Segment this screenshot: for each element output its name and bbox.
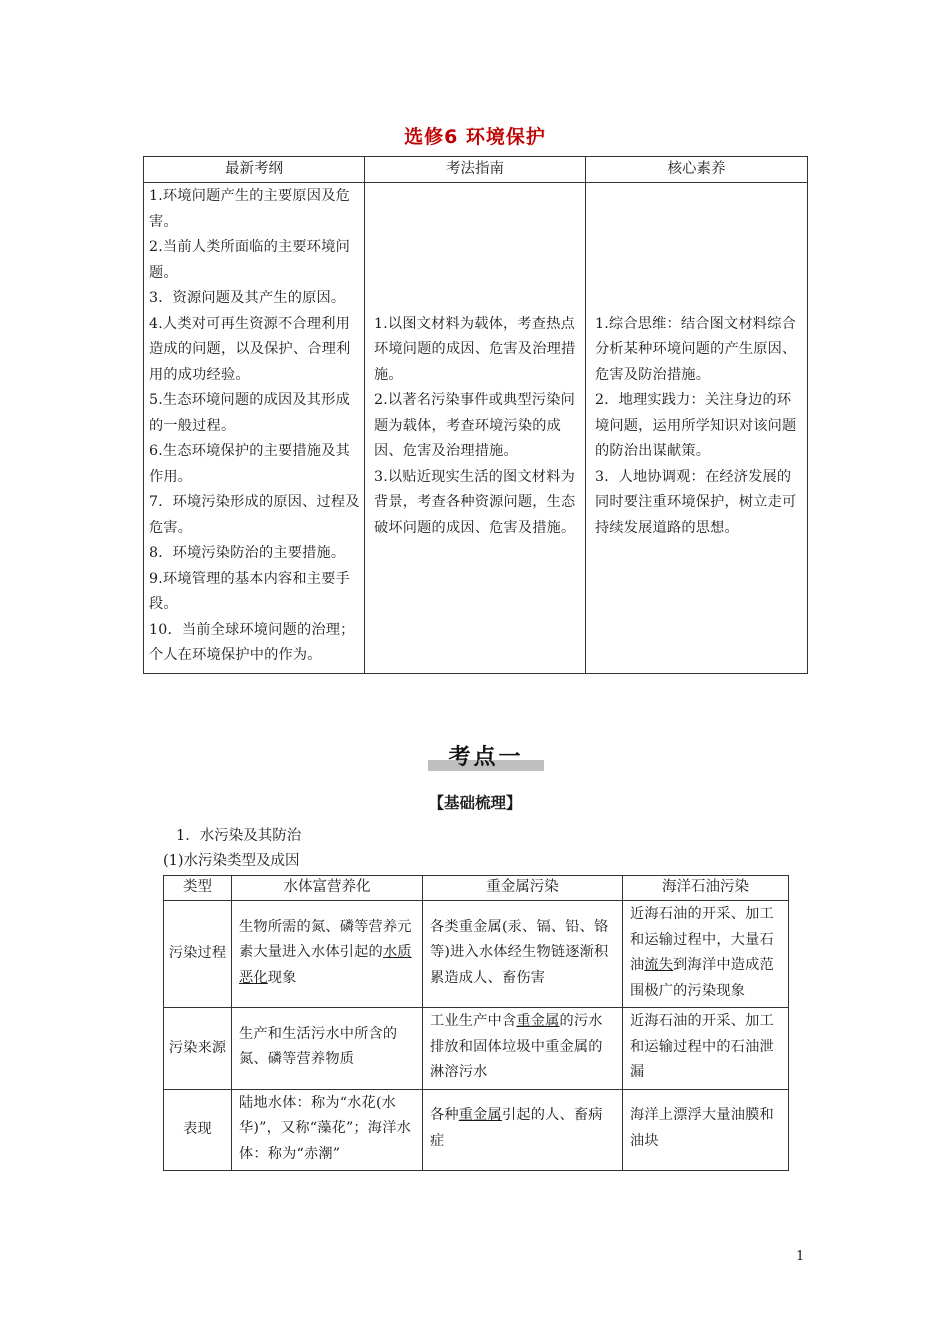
page-title: 选修6 环境保护 [404,126,546,148]
outline-table [143,156,808,674]
header-syllabus: 最新考纲 [144,157,365,183]
point-subheading: (1)水污染类型及成因 [163,853,300,869]
method-item: 3.以贴近现实生活的图文材料为背景，考查各种资源问题，生态破坏问题的成因、危害及措施。 [374,468,576,536]
cell-text: 的污水排放和固体垃圾中重金属的淋溶污水 [430,1013,603,1080]
table-row [164,1008,789,1090]
header-heavy-metal: 重金属污染 [423,876,623,901]
syllabus-item: 1.环境问题产生的主要原因及危害。 [149,188,350,230]
header-type: 类型 [164,876,232,901]
exam-point-badge [428,742,544,772]
header-eutrophication: 水体富营养化 [232,876,423,901]
literacy-item: 2．地理实践力：关注身边的环境问题，运用所学知识对该问题的防治出谋献策。 [595,392,797,459]
cell-text: 现象 [267,969,297,986]
syllabus-item: 6.生态环境保护的主要措施及其作用。 [149,443,350,485]
outline-content-row [144,183,808,674]
table-row [164,901,789,1008]
row-label: 污染过程 [164,901,232,1008]
header-methods: 考法指南 [365,157,586,183]
eutrophication-cell: 生产和生活污水中所含的氮、磷等营养物质 [232,1008,423,1090]
cell-text: 引起的人、畜病症 [430,1107,603,1149]
syllabus-item: 2.当前人类所面临的主要环境问题。 [149,239,350,281]
syllabus-item: 3．资源问题及其产生的原因。 [149,290,346,306]
cell-text: 各种 [430,1107,459,1124]
table-row [164,1089,789,1171]
syllabus-item: 10．当前全球环境问题的治理；个人在环境保护中的作为。 [149,621,355,663]
heavy-metal-cell [423,1089,623,1171]
literacy-item: 1.综合思维：结合图文材料综合分析某种环境问题的产生原因、危害及防治措施。 [595,315,797,383]
section-heading: 【基础梳理】 [428,794,522,812]
point-heading: 1．水污染及其防治 [176,828,302,844]
cell-text: 工业生产中含 [430,1013,517,1029]
syllabus-item: 8．环境污染防治的主要措施。 [149,545,346,561]
heavy-metal-cell [423,1008,623,1090]
method-item: 1.以图文材料为载体，考查热点环境问题的成因、危害及治理措施。 [374,315,576,383]
water-header-row [164,876,789,901]
header-literacy: 核心素养 [586,157,808,183]
cell-text: 生物所需的氮、磷等营养元素大量进入水体引起的 [239,918,412,961]
eutrophication-cell [232,901,423,1008]
syllabus-item: 7．环境污染形成的原因、过程及危害。 [149,494,360,536]
underlined-term: 重金属 [458,1107,502,1124]
underlined-term: 水质恶化 [239,944,412,986]
syllabus-item: 4.人类对可再生资源不合理利用造成的问题，以及保护、合理利用的成功经验。 [149,315,351,383]
underlined-term: 重金属 [516,1013,560,1029]
badge-text: 考点一 [448,745,524,770]
outline-header-row [144,157,808,183]
header-oil: 海洋石油污染 [623,876,789,901]
methods-cell [365,183,586,674]
underlined-term: 流失 [644,957,674,973]
cell-text: 近海石油的开采、加工和运输过程中，大量石油 [630,906,774,973]
oil-cell: 近海石油的开采、加工和运输过程中的石油泄漏 [623,1008,789,1090]
cell-text: 到海洋中造成范围极广的污染现象 [630,957,774,999]
heavy-metal-cell: 各类重金属(汞、镉、铅、铬等)进入水体经生物链逐渐积累造成人、畜伤害 [423,901,623,1008]
syllabus-item: 5.生态环境问题的成因及其形成的一般过程。 [149,392,350,434]
literacy-item: 3．人地协调观：在经济发展的同时要注重环境保护，树立走可持续发展道路的思想。 [595,468,797,536]
oil-cell: 海洋上漂浮大量油膜和油块 [623,1089,789,1171]
oil-cell [623,901,789,1008]
water-pollution-table [163,875,789,1171]
page-number: 1 [796,1249,805,1264]
method-item: 2.以著名污染事件或典型污染问题为载体，考查环境污染的成因、危害及治理措施。 [374,392,575,459]
row-label: 污染来源 [164,1008,232,1090]
syllabus-cell [144,183,365,674]
literacy-cell [586,183,808,674]
eutrophication-cell: 陆地水体：称为“水花(水华)”，又称“藻花”；海洋水体：称为“赤潮” [232,1089,423,1171]
row-label: 表现 [164,1089,232,1171]
syllabus-item: 9.环境管理的基本内容和主要手段。 [149,570,350,612]
